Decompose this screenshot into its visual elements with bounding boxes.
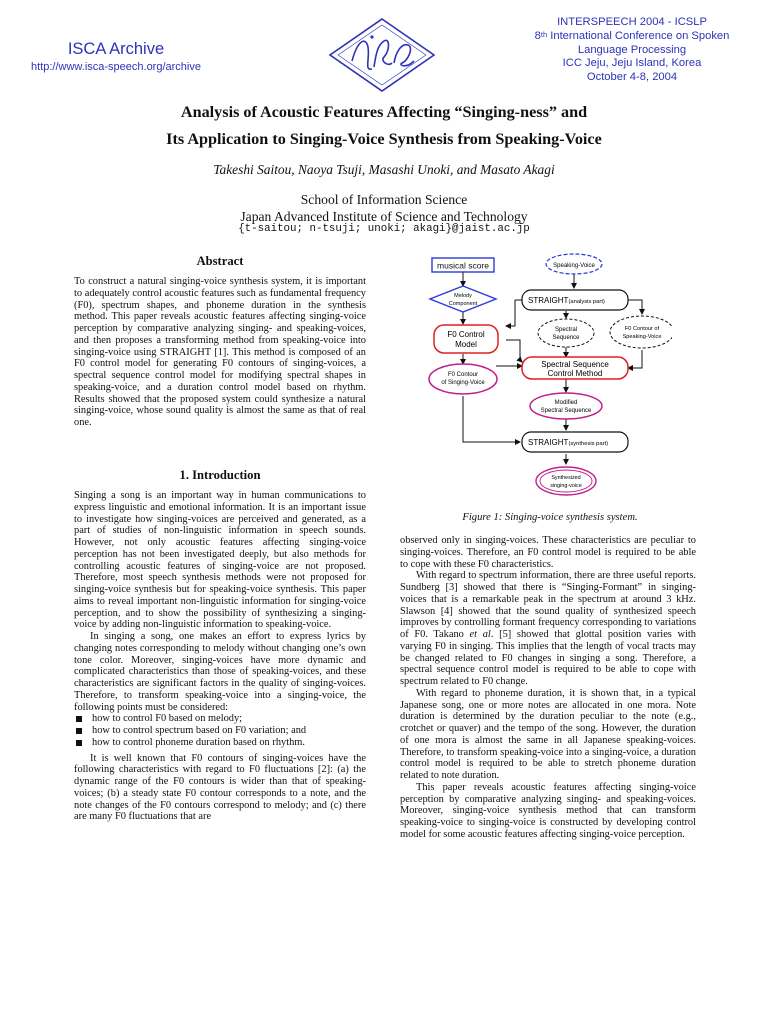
affiliation-institute: Japan Advanced Institute of Science and Technology [240,209,528,224]
node-straight-analysis: STRAIGHT(analysis part) [528,296,605,305]
node-modified-line-1: Modified [554,400,578,406]
bullet-square-icon [76,728,82,734]
conference-edition: 8th International Conference on Spoken [534,29,730,42]
author-emails: {t-saitou; n-tsuji; unoki; akagi}@jaist.ac.jp [238,223,530,235]
archive-title: ISCA Archive [67,40,165,58]
paper-title-line-2: Its Application to Singing-Voice Synthesis from Speaking-Voice [166,130,602,148]
node-f0-control-line-1: F0 Control [447,330,485,339]
node-synth-line-1: Synthesized [551,475,581,481]
node-f0-sing-line-1: F0 Contour [447,372,479,378]
conference-topic: Language Processing [577,43,687,56]
considerations-list [74,713,366,748]
bullet-square-icon [76,740,82,746]
node-musical-score: musical score [437,260,489,271]
conference-dates: October 4-8, 2004 [586,71,678,84]
node-straight-synthesis: STRAIGHT(synthesis part) [528,438,609,447]
author-list: Takeshi Saitou, Naoya Tsuji, Masashi Unoki, and Masato Akagi [213,162,555,177]
node-f0-speak-line-2: Speaking-Voice [622,334,662,340]
intro-paragraph-1: Singing a song is an important way in human communications to express linguistic and emotional information. It is an important issue to investigate how singing-voices are perceived and generated, as a part of studies of non-linguistic information in speech sounds. However, not only acoustic features affecting singing-voice perception has not been investigated deeply, but also methods for controlling acoustic features of singing-voice are not proposed. Therefore, most speech synthesis methods were not proposed for singing-voice synthesis but for speaking-voice synthesis. This paper aims to reveal important non-linguistic information for singing-voice perception, and to show the possibility of synthesizing a singing-voice by adding non-linguistic information to speaking-voice. [74,490,366,631]
node-f0-speak-line-1: F0 Contour of [624,326,660,332]
bullet-square-icon [76,716,82,722]
abstract-heading: Abstract [196,254,244,268]
affiliation-school: School of Information Science [300,192,468,207]
right-column-body [400,535,696,841]
abstract-text: To construct a natural singing-voice synthesis system, it is important to adequately control acoustic features such as fundamental frequency (F0), spectrum shapes, and phoneme duration in the synthesis method. This paper reveals acoustic features affecting singing-voice perception by comparative analyzing singing- and speaking-voices, and then proposes a transforming method from speaking-voice into singing-voice using STRAIGHT [1]. This method is composed of an F0 control model for generating F0 contours of singing-voices, a spectral sequence control model for modifying spectral shapes in speaking-voice, and a duration control model based on rhythm. Results showed that the proposed system could synthesize a natural singing-voice, whose sound quality is almost the same as that of real one. [74,276,366,428]
introduction-heading: 1. Introduction [179,468,261,482]
paper-title-line-1: Analysis of Acoustic Features Affecting “Singing-ness” and [180,103,588,121]
intro-paragraph-2: In singing a song, one makes an effort to express lyrics by changing notes corresponding to melody without changing one’s own tone color. Moreover, singing-voices have more dynamic and complicated characteristics than those of speaking-voices, and these characteristics are significant factors in the quality of singing-voices. Therefore, to transform speaking-voice into a singing-voice, the following points must be considered: [74,631,366,713]
introduction-body [74,490,366,823]
conference-location: ICC Jeju, Jeju Island, Korea [562,57,702,70]
node-melody-line-2: Component [448,301,478,307]
figure-1-caption: Figure 1: Singing-voice synthesis system. [462,512,638,523]
node-synth-line-2: singing-voice [550,483,582,489]
conference-info [512,16,752,85]
node-spec-ctrl-line-1: Spectral Sequence [541,360,609,369]
list-item: how to control spectrum based on F0 variation; and [74,725,366,737]
right-paragraph-1: observed only in singing-voices. These characteristics are peculiar to singing-voices. Therefore, an F0 control model is required to be able to cope with these F0 characteristics. [400,535,696,570]
node-spec-ctrl-line-2: Control Method [547,369,603,378]
list-item: how to control phoneme duration based on rhythm. [74,737,366,749]
right-paragraph-4: This paper reveals acoustic features affecting singing-voice perception by comparative analyzing singing- and speaking-voices. Moreover, singing-voice synthesis method that can transform speaking-voice to singing-voice is constructed by developing control model for some acoustic features affecting singing-voice perception. [400,781,696,840]
node-f0-control-line-2: Model [455,340,477,349]
list-item: how to control F0 based on melody; [74,713,366,725]
conference-name: INTERSPEECH 2004 - ICSLP [557,16,707,28]
node-f0-sing-line-2: of Singing-Voice [441,380,485,386]
right-paragraph-2: With regard to spectrum information, there are three useful reports. Sundberg [3] showed that there is “Singing-Formant” in singing-voices that is a remarkable peak in the spectrum at around 3 kHz. Slawson [4] showed that the sound quality of synthesized speech improves by controlling formant frequency corresponding to variations of F0. Takano et al. [5] showed that glottal position varies with varying F0 in singing. This implies that the length of vocal tracts may be changed related to F0 changes in singing a song. Therefore, a spectral sequence control model is required to be able to cope with spectrum related to F0 change. [400,570,697,687]
figure-1-diagram [420,246,672,502]
node-melody-line-1: Melody [454,293,472,299]
node-speaking-voice: Speaking-Voice [553,263,595,269]
right-paragraph-3: With regard to phoneme duration, it is shown that, in a typical Japanese song, one or more notes are allocated in one mora. Note duration is determined by the duration peculiar to the note (e.g., crotchet or quaver) and the tempo of the song. However, the duration of one mora is almost the same in all Japanese speaking-voices. Therefore, to transform speaking-voice into a singing-voice, a duration control model is required to be able to stretch phoneme duration related to note duration. [400,687,696,781]
node-spectral-seq-line-2: Sequence [552,335,580,341]
archive-url[interactable]: http://www.isca-speech.org/archive [31,61,201,73]
intro-paragraph-3: It is well known that F0 contours of singing-voices have the following characteristics with regard to F0 fluctuations [2]: (a) the dynamic range of the F0 contours is wider than that of speaking-voices; (b) a steady state F0 contour corresponds to a note, and the note changes of the F0 contours correspond to melody; and (c) there are many F0 fluctuations that are [74,752,366,823]
isca-logo [328,17,436,93]
node-modified-line-2: Spectral Sequence [540,408,592,414]
node-spectral-seq-line-1: Spectral [554,327,578,333]
